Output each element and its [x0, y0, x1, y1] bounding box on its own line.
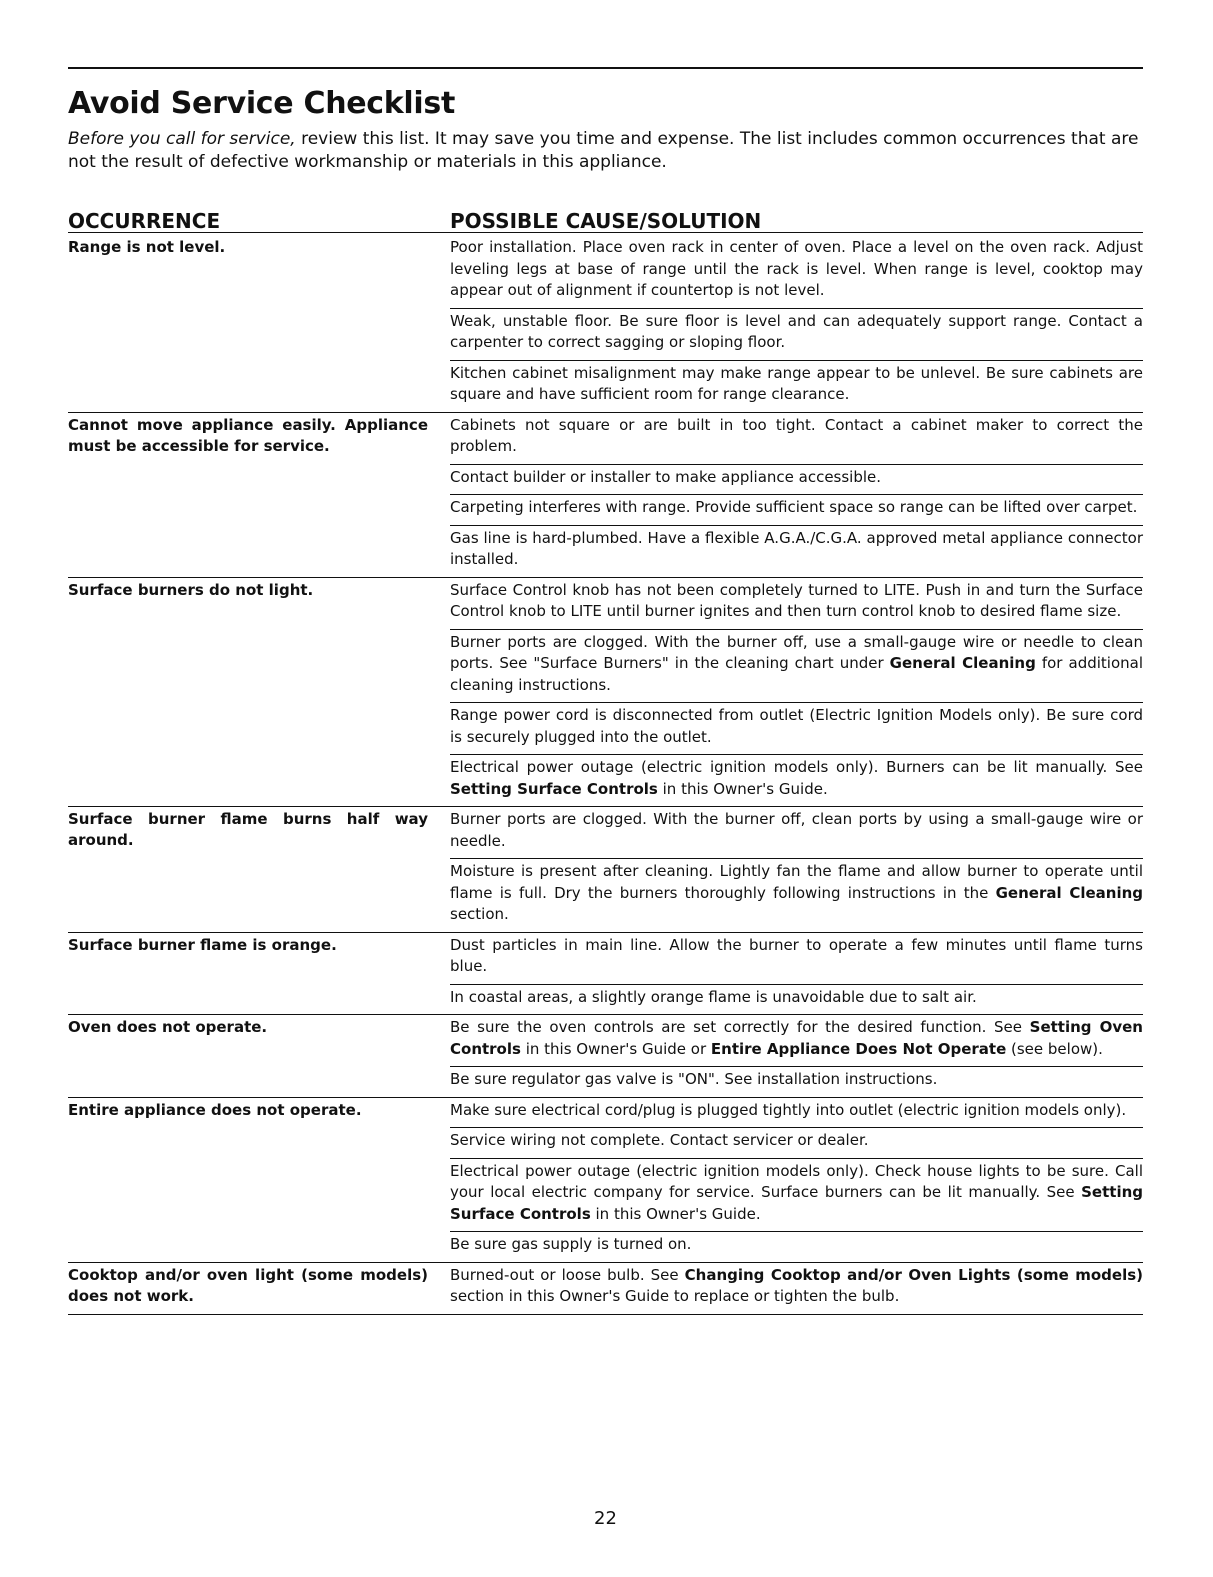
solution-item	[450, 1128, 1143, 1159]
occurrence-text: Entire appliance does not operate.	[68, 1100, 362, 1119]
checklist-row	[68, 1015, 1143, 1098]
solution-item	[450, 859, 1143, 932]
checklist-row	[68, 235, 1143, 413]
occurrence-header: OCCURRENCE	[68, 209, 221, 233]
solution-text: Burned-out or loose bulb. See	[450, 1265, 685, 1284]
occurrence-text: Cannot move appliance easily. Appliance must be accessible for service.	[68, 415, 428, 455]
page-title: Avoid Service Checklist	[68, 86, 455, 121]
solution-text: Range power cord is disconnected from outlet (Electric Ignition Models only). Be sure cord is securely plugged into the outlet.	[450, 706, 1143, 746]
intro-paragraph	[68, 128, 1143, 174]
solution-item	[450, 1159, 1143, 1233]
solution-text: Electrical power outage (electric ignition models only). Burners can be lit manually. See	[450, 758, 1143, 776]
solution-item	[450, 1263, 1143, 1314]
solution-text: In coastal areas, a slightly orange flame is unavoidable due to salt air.	[450, 987, 977, 1006]
solution-text: for additional cleaning instructions.	[450, 654, 1143, 694]
checklist-row	[68, 578, 1143, 808]
solution-item	[450, 361, 1143, 412]
solution-item	[450, 630, 1143, 704]
checklist-row	[68, 807, 1143, 933]
solution-text: in this Owner's Guide.	[590, 1204, 761, 1223]
checklist-table	[68, 235, 1143, 1315]
solution-text: Gas line is hard-plumbed. Have a flexible A.G.A./C.G.A. approved metal appliance connector installed.	[450, 528, 1143, 568]
solution-item	[450, 1232, 1143, 1262]
solution-item	[450, 309, 1143, 361]
occurrence-text: Range is not level.	[68, 238, 226, 256]
solution-reference: General Cleaning	[889, 654, 1036, 672]
solution-text: Moisture is present after cleaning. Lightly fan the flame and allow burner to operate until flame is full. Dry the burners thoroughly following instructions in the	[450, 862, 1143, 902]
solution-text: Burner ports are clogged. With the burner off, clean ports by using a small-gauge wire or needle.	[450, 810, 1143, 850]
solution-text: Be sure gas supply is turned on.	[450, 1235, 692, 1253]
solution-column	[450, 578, 1143, 807]
solution-column	[450, 1015, 1143, 1097]
solution-text: in this Owner's Guide or	[520, 1039, 711, 1058]
solution-text: Kitchen cabinet misalignment may make range appear to be unlevel. Be sure cabinets are square and have sufficient room for range clearance.	[450, 363, 1143, 403]
intro-italic: Before you call for service,	[68, 129, 296, 149]
solution-column	[450, 933, 1143, 1015]
solution-text: Burner ports are clogged. With the burner off, use a small-gauge wire or needle to clean ports. See "Surface Burners" in the cleaning chart under	[450, 632, 1143, 672]
solution-column	[450, 807, 1143, 932]
solution-text: Weak, unstable floor. Be sure floor is level and can adequately support range. Contact a carpenter to correct sagging or sloping floor.	[450, 311, 1143, 351]
solution-item	[450, 755, 1143, 806]
solution-item	[450, 495, 1143, 526]
checklist-row	[68, 413, 1143, 578]
solution-reference: Setting Surface Controls	[450, 779, 658, 798]
solution-item	[450, 235, 1143, 309]
solution-item	[450, 1015, 1143, 1067]
occurrence-text: Surface burner flame is orange.	[68, 935, 337, 954]
solution-text: Make sure electrical cord/plug is plugged tightly into outlet (electric ignition models only).	[450, 1100, 1127, 1119]
solution-reference: Setting Surface Controls	[450, 1183, 1143, 1223]
solution-reference: Entire Appliance Does Not Operate	[710, 1039, 1007, 1058]
solution-text: Carpeting interferes with range. Provide sufficient space so range can be lifted over carpet.	[450, 498, 1138, 516]
occurrence-text: Cooktop and/or oven light (some models) does not work.	[68, 1265, 428, 1305]
solution-header: POSSIBLE CAUSE/SOLUTION	[450, 209, 762, 233]
header-rule	[68, 232, 1143, 233]
solution-column	[450, 413, 1143, 577]
solution-item	[450, 578, 1143, 630]
solution-text: Service wiring not complete. Contact servicer or dealer.	[450, 1131, 869, 1149]
solution-item	[450, 985, 1143, 1015]
solution-item	[450, 526, 1143, 577]
solution-text: Surface Control knob has not been completely turned to LITE. Push in and turn the Surface Control knob to LITE until burner ignites and then turn control knob to desired flame size.	[450, 580, 1143, 620]
solution-item	[450, 703, 1143, 755]
solution-item	[450, 1067, 1143, 1097]
occurrence-text: Surface burner flame burns half way around.	[68, 810, 428, 849]
solution-column	[450, 1098, 1143, 1262]
solution-text: Cabinets not square or are built in too tight. Contact a cabinet maker to correct the problem.	[450, 415, 1143, 455]
solution-item	[450, 807, 1143, 859]
solution-text: Dust particles in main line. Allow the burner to operate a few minutes until flame turns blue.	[450, 935, 1143, 975]
solution-text: section.	[450, 905, 509, 923]
checklist-row	[68, 1263, 1143, 1315]
solution-item	[450, 1098, 1143, 1129]
solution-reference: Changing Cooktop and/or Oven Lights (some models)	[684, 1265, 1143, 1284]
occurrence-text: Oven does not operate.	[68, 1018, 268, 1036]
occurrence-text: Surface burners do not light.	[68, 580, 314, 599]
solution-item	[450, 413, 1143, 465]
solution-text: Contact builder or installer to make appliance accessible.	[450, 467, 882, 486]
solution-text: in this Owner's Guide.	[657, 779, 828, 798]
solution-reference: Setting Oven Controls	[450, 1018, 1143, 1058]
solution-item	[450, 933, 1143, 985]
solution-item	[450, 465, 1143, 496]
solution-reference: General Cleaning	[995, 883, 1144, 902]
solution-text: section in this Owner's Guide to replace or tighten the bulb.	[450, 1287, 900, 1305]
solution-column	[450, 235, 1143, 412]
checklist-row	[68, 933, 1143, 1016]
solution-text: Be sure the oven controls are set correctly for the desired function. See	[450, 1018, 1030, 1036]
solution-text: Poor installation. Place oven rack in center of oven. Place a level on the oven rack. Adjust leveling legs at base of range until the rack is level. When range is level, cooktop may appear out of alignment if countertop is not level.	[450, 238, 1143, 299]
top-rule	[68, 67, 1143, 69]
solution-text: Electrical power outage (electric ignition models only). Check house lights to be sure. Call your local electric company for service. Surface burners can be lit manually. See	[450, 1161, 1143, 1201]
intro-text: review this list. It may save you time and expense. The list includes common occurrences that are not the result of defective workmanship or materials in this appliance.	[68, 129, 1139, 172]
checklist-row	[68, 1098, 1143, 1263]
page-number: 22	[594, 1508, 617, 1529]
solution-column	[450, 1263, 1143, 1314]
solution-text: (see below).	[1006, 1039, 1103, 1058]
solution-text: Be sure regulator gas valve is "ON". See installation instructions.	[450, 1070, 938, 1088]
